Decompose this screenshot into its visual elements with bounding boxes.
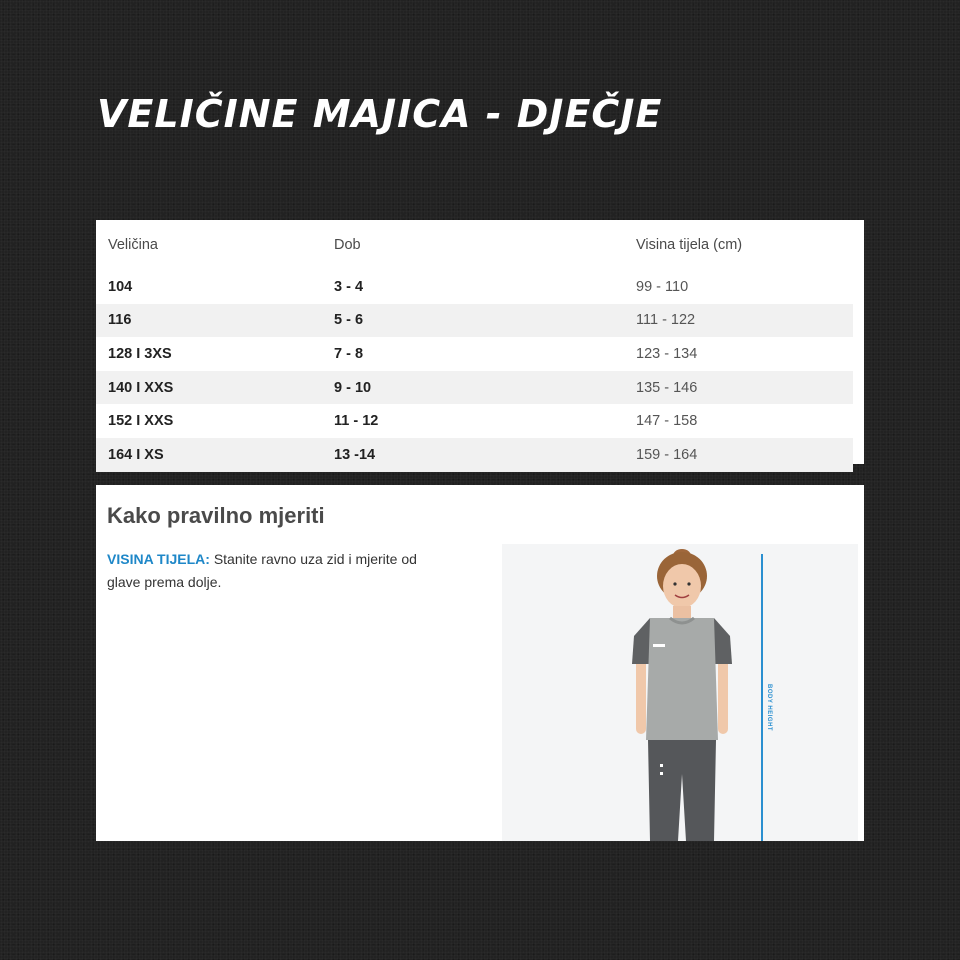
cell-size: 164 I XS [96, 438, 322, 472]
cell-age: 9 - 10 [322, 371, 624, 405]
height-measure-line [761, 554, 763, 841]
table-row [96, 404, 853, 438]
cell-size: 152 I XXS [108, 413, 174, 430]
header-size: Veličina [108, 237, 158, 253]
child-photo [502, 544, 858, 841]
cell-size: 104 [108, 278, 133, 295]
table-header-row [96, 220, 853, 270]
cell-age: 3 - 4 [334, 278, 364, 295]
table-row [96, 337, 853, 371]
cell-age: 13 -14 [322, 438, 624, 472]
cell-height: 147 - 158 [636, 413, 698, 430]
child-figure-illustration [622, 544, 742, 841]
how-to-measure-text [107, 548, 447, 594]
cell-size: 116 [96, 304, 322, 338]
header-age: Dob [334, 237, 361, 253]
cell-size: 140 I XXS [96, 371, 322, 405]
page-title: VELIČINE MAJICA - DJEČJE [97, 92, 663, 136]
body-height-label: VISINA TIJELA: [107, 551, 210, 567]
how-to-measure-card [96, 485, 864, 841]
table-row [96, 304, 853, 338]
cell-height: 159 - 164 [624, 438, 853, 472]
cell-height: 135 - 146 [624, 371, 853, 405]
height-measure-label: BODY HEIGHT [766, 684, 772, 732]
how-to-measure-heading: Kako pravilno mjeriti [107, 503, 325, 528]
cell-age: 5 - 6 [322, 304, 624, 338]
size-table-card [96, 220, 864, 464]
size-table [96, 220, 853, 472]
cell-height: 111 - 122 [624, 304, 853, 338]
cell-age: 7 - 8 [334, 345, 364, 362]
header-height: Visina tijela (cm) [636, 237, 743, 253]
table-row [96, 371, 853, 405]
cell-height: 123 - 134 [636, 345, 698, 362]
body-height-instructions: Stanite ravno uza zid i mjerite od glave prema dolje. [107, 551, 417, 590]
cell-height: 99 - 110 [636, 278, 689, 295]
cell-size: 128 I 3XS [108, 345, 172, 362]
cell-age: 11 - 12 [334, 413, 379, 430]
table-row [96, 270, 853, 304]
table-row [96, 438, 853, 472]
